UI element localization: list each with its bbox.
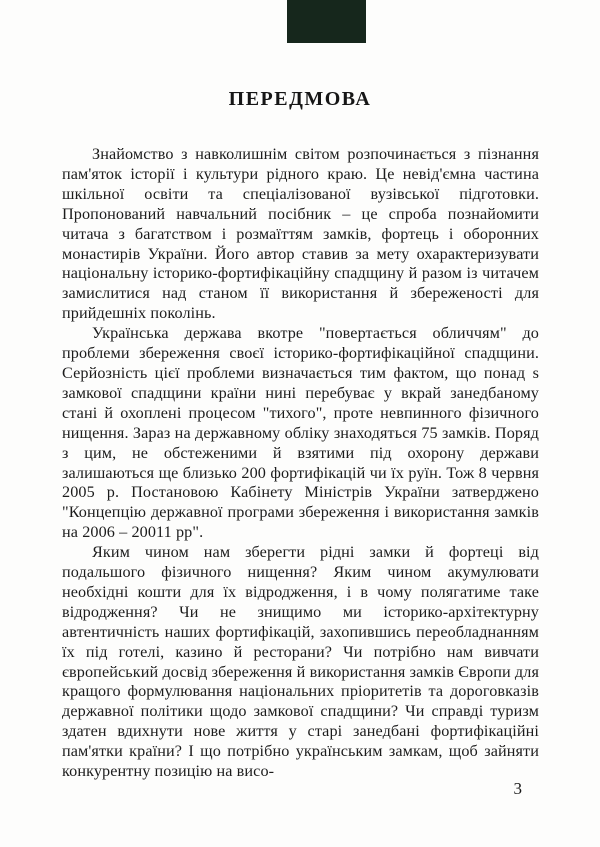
bookmark-ribbon <box>287 0 366 43</box>
paragraph-2: Українська держава вкотре "повертається обличчям" до проблеми збереження своєї історико-фортифікаційної спадщини. Серйозність цієї проблеми визначається тим фактом, що понад s замкової спадщини країни нині перебуває у вкрай занедбаному стані й охоплені процесом "тихого", проте невпинного фізичного нищення. Зараз на державному обліку знаходяться 75 замків. Поряд з цим, не обстеженими й взятими під охорону держави залишаються ще близько 200 фортифікацій чи їх руїн. Тож 8 червня 2005 р. Постановою Кабінету Міністрів України затверджено "Концепцію державної програми збереження і використання замків на 2006 – 20011 рр". <box>62 324 539 542</box>
page-number: 3 <box>513 779 522 798</box>
paragraph-3: Яким чином нам зберегти рідні замки й фортеці від подальшого фізичного нищення? Яким чином акумулювати необхідні кошти для їх відродження, і в чому полягатиме таке відродження? Чи не знищимо ми історико-архітектурну автентичність наших фортифікацій, захопившись переобладнанням їх під готелі, казино й ресторани? Чи потрібно нам вивчати європейський досвід збереження й використання замків Європи для кращого формулювання національних пріоритетів та дороговказів державної політики щодо замкової спадщини? Чи справді туризм здатен вдихнути нове життя у старі занедбані фортифікаційні пам'ятки країни? І що потрібно українським замкам, щоб зайняти конкурентну позицію на висо- <box>62 543 539 781</box>
page-title: ПЕРЕДМОВА <box>228 88 372 110</box>
paragraph-1: Знайомство з навколишнім світом розпочинається з пізнання пам'яток історії і культури рідного краю. Це невід'ємна частина шкільної освіти та спеціалізованої вузівської підготовки. Пропонований навчальний посібник – це спроба познайомити читача з багатством і розмаїттям замків, фортець і оборонних монастирів України. Його автор ставив за мету охарактеризувати національну історико-фортифікаційну спадщину й разом із читачем замислитися над станом її використання й збереженості для прийдешніх поколінь. <box>62 145 539 323</box>
page-body <box>62 145 539 782</box>
